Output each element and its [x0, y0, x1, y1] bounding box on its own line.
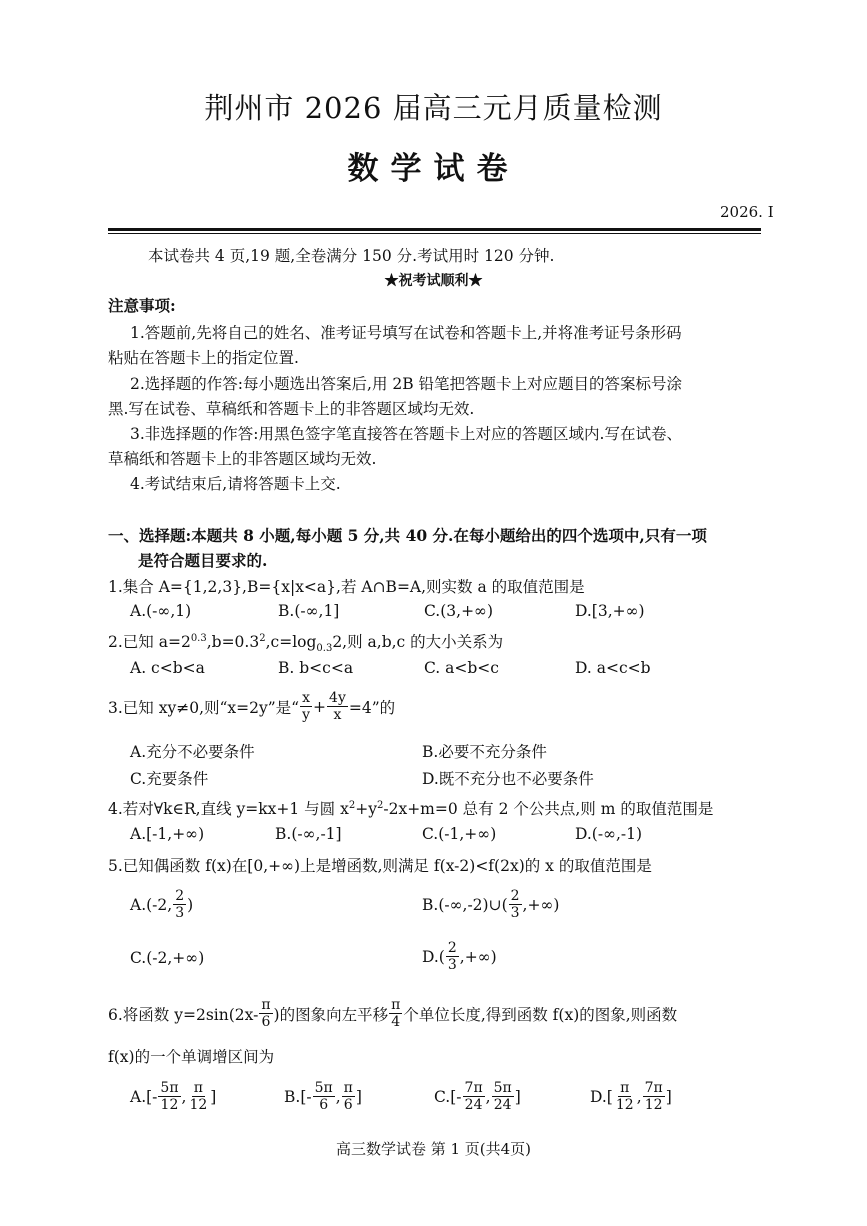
option-text: ,: [335, 1087, 341, 1106]
question-4-option-a: A.[-1,+∞): [130, 825, 205, 843]
question-5-stem: 5.已知偶函数 f(x)在[0,+∞)上是增函数,则满足 f(x-2)<f(2x)的 x 的取值范围是: [108, 857, 652, 875]
fraction-denominator: x: [333, 707, 342, 723]
question-6-option-a: [130, 1080, 216, 1113]
good-luck-banner: ★祝考试顺利★: [384, 273, 483, 289]
option-fraction: [509, 888, 522, 921]
option-text: A.(-2,: [130, 895, 173, 914]
q6-stem-part: 个单位长度,得到函数 f(x)的图象,则函数: [403, 1005, 678, 1024]
fraction-denominator: 12: [189, 1097, 208, 1113]
q2-stem-part: ,c=log: [265, 633, 317, 651]
question-5-option-b: [422, 888, 559, 921]
fraction-numerator: π: [620, 1080, 630, 1096]
note-2-line-1: 2.选择题的作答:每小题选出答案后,用 2B 铅笔把答题卡上对应题目的答案标号涂: [130, 375, 683, 393]
option-text: ]: [665, 1087, 672, 1106]
option-text: ,: [485, 1087, 491, 1106]
fraction-numerator: 7π: [464, 1080, 483, 1096]
question-2-option-d: D. a<c<b: [575, 659, 651, 677]
header-rule-thin: [108, 233, 761, 234]
question-1-option-d: D.[3,+∞): [575, 602, 645, 620]
option-fraction: [173, 888, 186, 921]
fraction-denominator: 12: [644, 1097, 663, 1113]
option-text: C.[-: [434, 1087, 462, 1106]
question-1-option-c: C.(3,+∞): [424, 602, 494, 620]
exam-title: 荆州市 2026 届高三元月质量检测: [204, 91, 663, 125]
q2-exponent-a: 0.3: [190, 632, 207, 644]
fraction-denominator: 12: [615, 1097, 634, 1113]
question-1-option-a: A.(-∞,1): [130, 602, 192, 620]
q3-plus-sign: +: [313, 697, 327, 716]
q2-stem-part: ,b=0.3: [206, 633, 260, 651]
fraction-numerator: 7π: [644, 1080, 663, 1096]
fraction-denominator: 12: [160, 1097, 179, 1113]
q3-stem-part: 3.已知 xy≠0,则“x=2y”是“: [108, 698, 300, 717]
fraction-numerator: 5π: [160, 1080, 179, 1096]
option-fraction: [643, 1080, 665, 1113]
fraction-denominator: 3: [175, 905, 185, 921]
option-text: A.[-: [130, 1087, 158, 1106]
fraction-numerator: 2: [510, 888, 520, 904]
question-5-option-d: [422, 940, 497, 973]
question-5-option-c: C.(-2,+∞): [130, 949, 205, 967]
section-1-heading-line-2: 是符合题目要求的.: [138, 551, 268, 570]
fraction-numerator: π: [261, 997, 271, 1013]
q6-stem-part: )的图象向左平移: [273, 1005, 389, 1024]
fraction-numerator: π: [343, 1080, 353, 1096]
question-2-option-a: A. c<b<a: [130, 659, 205, 677]
question-3-option-c: C.充要条件: [130, 770, 209, 788]
option-text: D.[: [590, 1087, 613, 1106]
option-text: ,: [636, 1087, 642, 1106]
question-1-option-b: B.(-∞,1]: [278, 602, 340, 620]
q4-exponent-x: 2: [348, 799, 356, 811]
fraction-denominator: 4: [391, 1014, 401, 1030]
q3-fraction-2: [327, 690, 348, 723]
option-fraction: [187, 1080, 209, 1113]
question-3-option-a: A.充分不必要条件: [130, 743, 255, 761]
section-1-heading-line-1: 一、选择题:本题共 8 小题,每小题 5 分,共 40 分.在每小题给出的四个选项中,只有一项: [108, 526, 707, 545]
option-text: D.(: [422, 947, 445, 966]
question-2-option-c: C. a<b<c: [424, 659, 499, 677]
fraction-numerator: 5π: [314, 1080, 333, 1096]
header-rule-thick: [108, 228, 761, 231]
option-text: B.(-∞,-2)∪(: [422, 895, 508, 914]
note-1-line-1: 1.答题前,先将自己的姓名、准考证号填写在试卷和答题卡上,并将准考证号条形码: [130, 324, 682, 342]
question-1-stem: 1.集合 A={1,2,3},B={x|x<a},若 A∩B=A,则实数 a 的取值范围是: [108, 578, 585, 596]
fraction-denominator: 24: [464, 1097, 483, 1113]
note-3-line-2: 草稿纸和答题卡上的非答题区域均无效.: [108, 450, 377, 468]
option-text: ]: [355, 1087, 362, 1106]
q6-fraction-2: [389, 997, 402, 1030]
q4-exponent-y: 2: [376, 799, 384, 811]
q2-stem-part: 2.已知 a=2: [108, 633, 191, 651]
subject-title: 数学试卷: [347, 151, 520, 187]
question-3-option-d: D.既不充分也不必要条件: [422, 770, 594, 788]
q2-exponent-b: 2: [259, 632, 266, 644]
option-fraction: [446, 940, 459, 973]
question-4-option-b: B.(-∞,-1]: [275, 825, 342, 843]
option-fraction: [313, 1080, 335, 1113]
fraction-denominator: 6: [319, 1097, 329, 1113]
question-2-stem: [108, 630, 503, 654]
q3-stem-part: =4”的: [348, 698, 396, 717]
note-4: 4.考试结束后,请将答题卡上交.: [130, 475, 341, 493]
option-text: ]: [210, 1087, 217, 1106]
q4-stem-part: +y: [355, 800, 377, 818]
option-fraction: [492, 1080, 514, 1113]
fraction-numerator: x: [302, 690, 311, 706]
fraction-denominator: 6: [261, 1014, 271, 1030]
q2-stem-part: 2,则 a,b,c 的大小关系为: [332, 633, 504, 651]
fraction-numerator: π: [193, 1080, 203, 1096]
option-text: ]: [514, 1087, 521, 1106]
fraction-numerator: 2: [175, 888, 185, 904]
option-fraction: [614, 1080, 636, 1113]
fraction-denominator: 6: [343, 1097, 353, 1113]
question-6-option-d: [590, 1080, 672, 1113]
question-3-option-b: B.必要不充分条件: [422, 743, 547, 761]
note-1-line-2: 粘贴在答题卡上的指定位置.: [108, 349, 299, 367]
question-5-option-a: [130, 888, 193, 921]
exam-summary: 本试卷共 4 页,19 题,全卷满分 150 分.考试用时 120 分钟.: [148, 247, 555, 265]
page-footer: 高三数学试卷 第 1 页(共4页): [335, 1140, 532, 1158]
note-3-line-1: 3.非选择题的作答:用黑色签字笔直接答在答题卡上对应的答题区域内.写在试卷、: [130, 425, 682, 443]
fraction-denominator: 3: [447, 957, 457, 973]
fraction-numerator: 2: [447, 940, 457, 956]
option-text: ,: [181, 1087, 187, 1106]
option-text: ,+∞): [522, 895, 560, 914]
question-4-stem: [108, 797, 713, 819]
exam-date: 2026. I: [720, 203, 774, 221]
fraction-denominator: 24: [493, 1097, 512, 1113]
question-6-option-c: [434, 1080, 521, 1113]
q6-stem-part: 6.将函数 y=2sin(2x-: [108, 1005, 259, 1024]
note-2-line-2: 黑.写在试卷、草稿纸和答题卡上的非答题区域均无效.: [108, 400, 475, 418]
q2-log-base: 0.3: [316, 643, 333, 655]
q6-fraction-1: [259, 997, 272, 1030]
option-text: ): [187, 895, 194, 914]
option-fraction: [342, 1080, 355, 1113]
question-4-option-d: D.(-∞,-1): [575, 825, 643, 843]
question-2-option-b: B. b<c<a: [278, 659, 354, 677]
fraction-numerator: 5π: [493, 1080, 512, 1096]
q4-stem-part: 4.若对∀k∈R,直线 y=kx+1 与圆 x: [108, 800, 349, 818]
fraction-numerator: π: [391, 997, 401, 1013]
option-fraction: [463, 1080, 485, 1113]
option-text: B.[-: [284, 1087, 312, 1106]
question-6-stem-line-2: f(x)的一个单调增区间为: [108, 1048, 275, 1066]
question-4-option-c: C.(-1,+∞): [422, 825, 497, 843]
fraction-numerator: 4y: [329, 690, 346, 706]
q4-stem-part: -2x+m=0 总有 2 个公共点,则 m 的取值范围是: [383, 800, 714, 818]
q3-fraction-1: [300, 690, 312, 723]
question-3-stem: [108, 690, 395, 723]
question-6-option-b: [284, 1080, 362, 1113]
option-fraction: [158, 1080, 180, 1113]
fraction-denominator: y: [302, 707, 311, 723]
question-6-stem: [108, 997, 677, 1030]
notes-heading: 注意事项:: [108, 296, 176, 315]
option-text: ,+∞): [459, 947, 497, 966]
fraction-denominator: 3: [510, 905, 520, 921]
